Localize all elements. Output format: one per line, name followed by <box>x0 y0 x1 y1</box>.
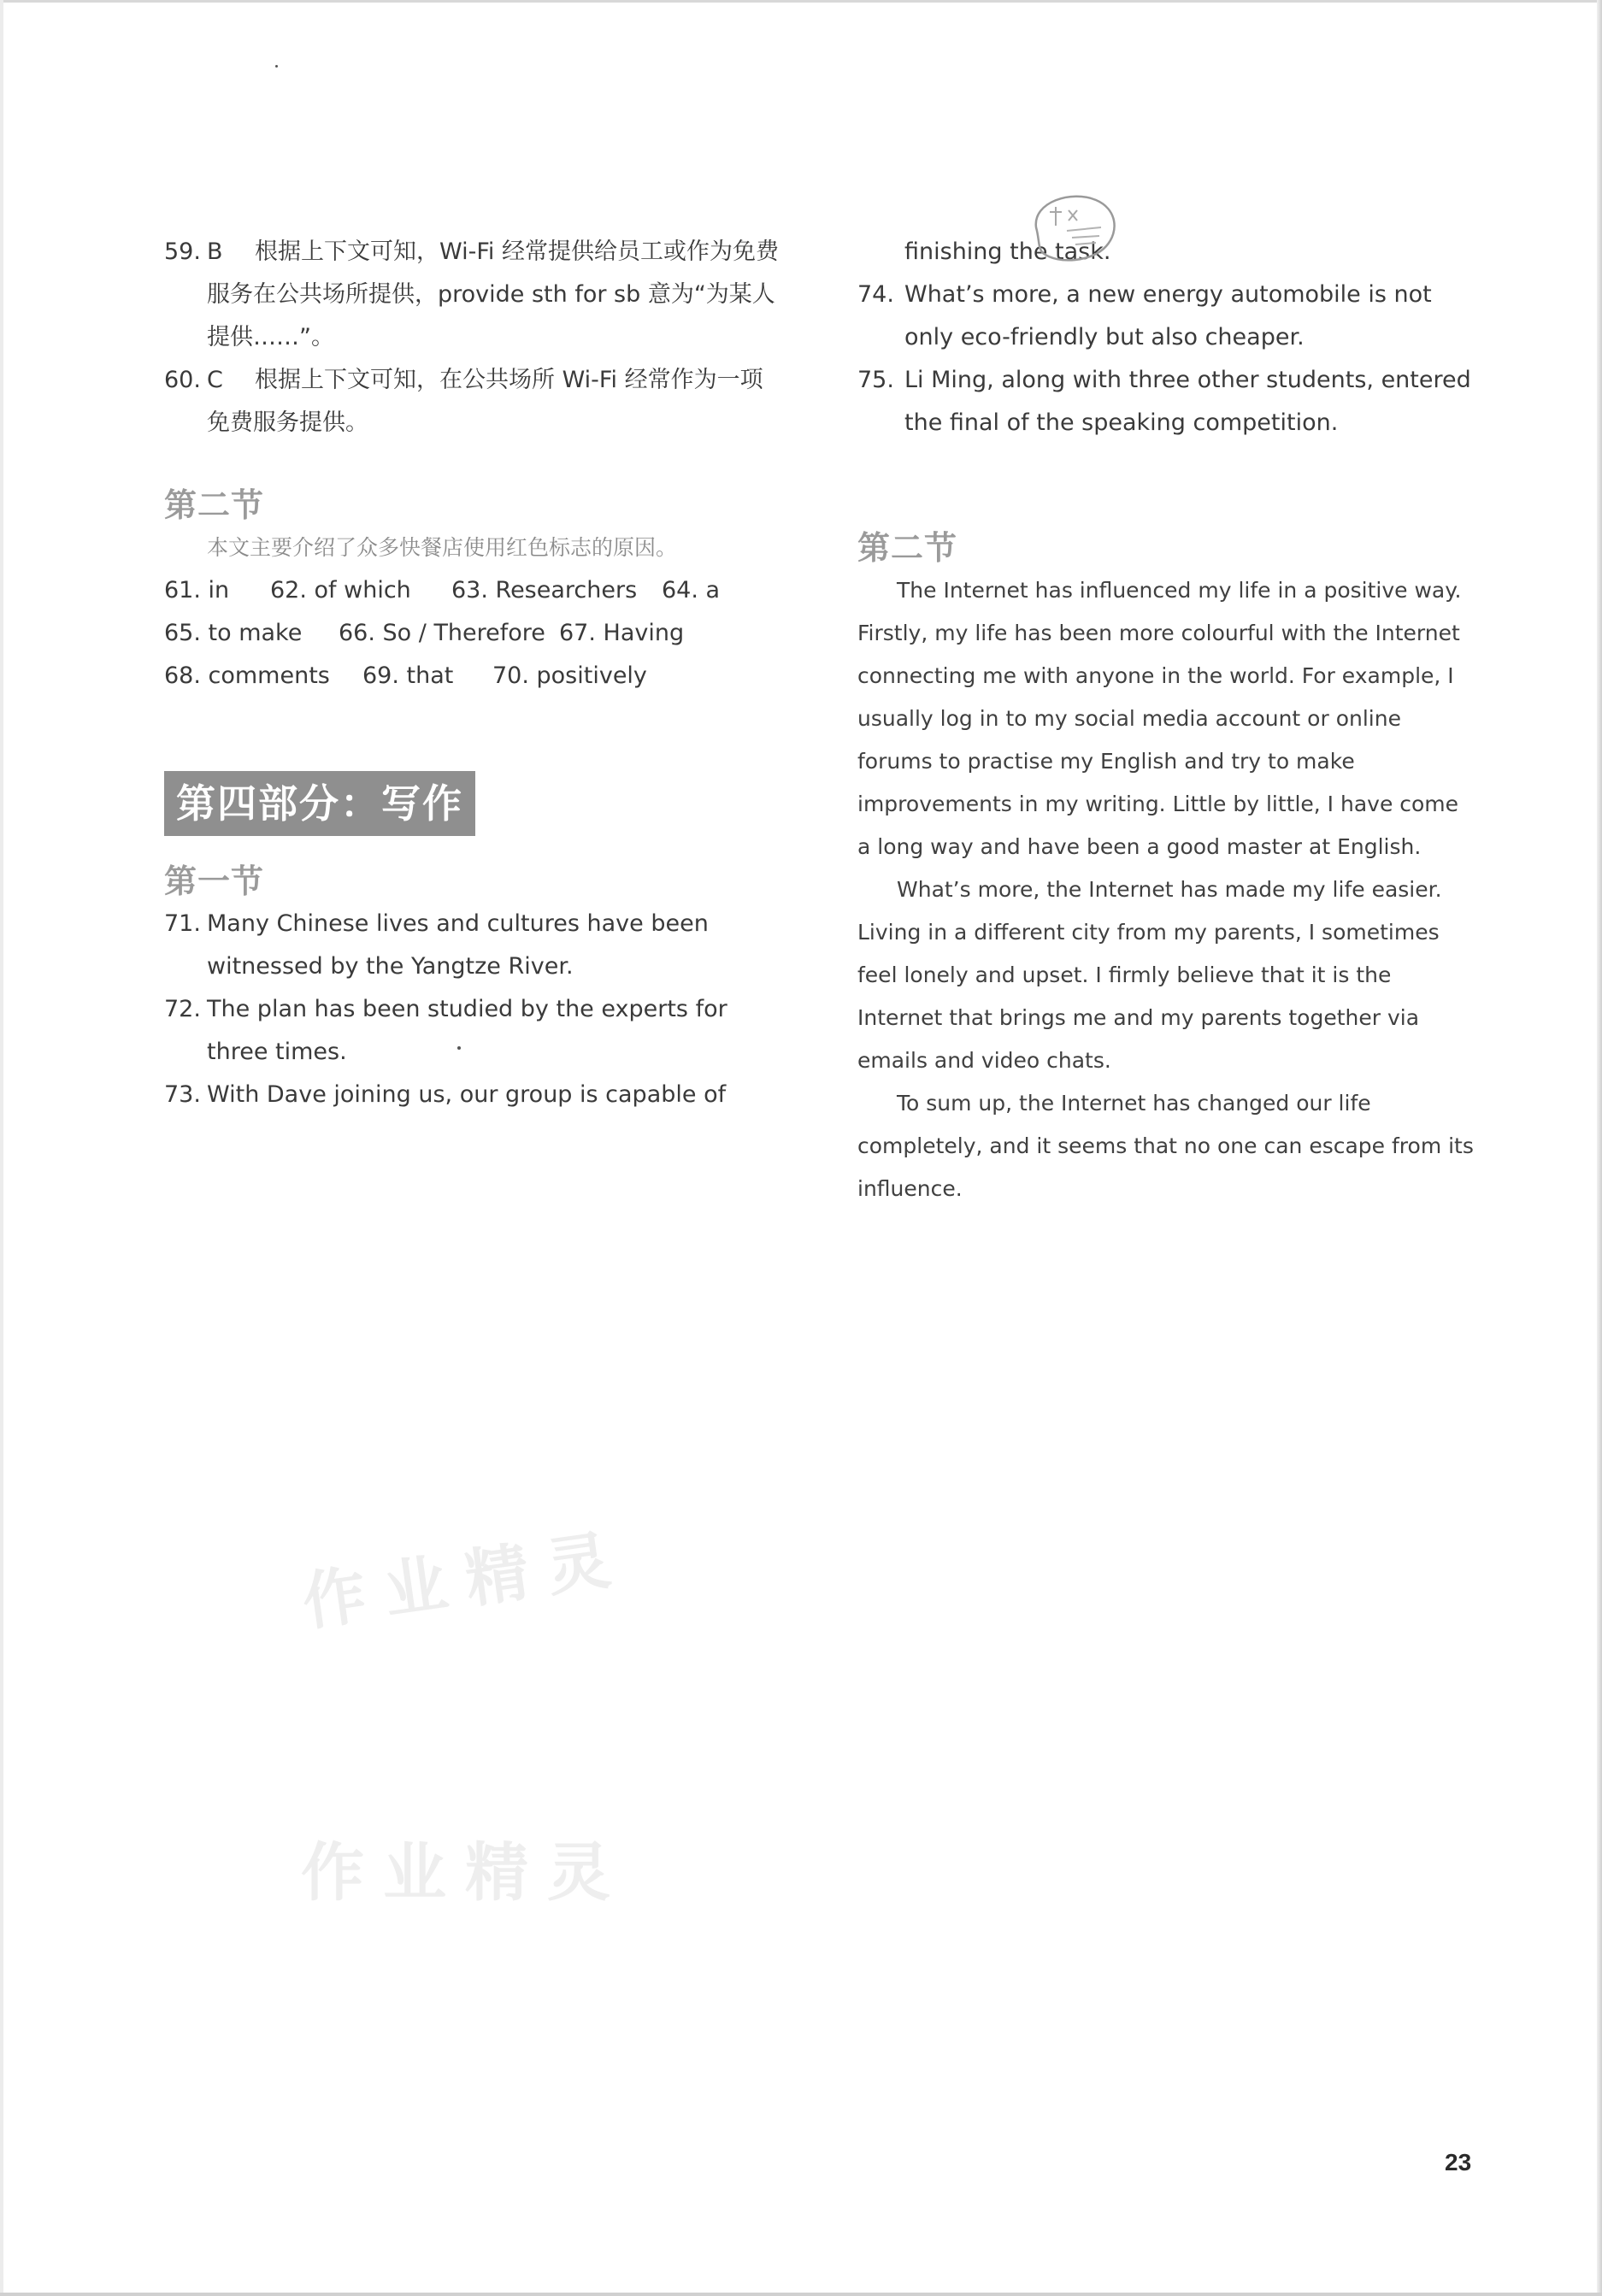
writing-sentence: finishing the task. <box>904 238 1111 265</box>
writing-number: 73. <box>164 1081 201 1108</box>
writing-item <box>857 359 1477 444</box>
answer-key: C <box>207 367 223 393</box>
answer-number: 59. <box>164 238 201 265</box>
answer-explanation: 根据上下文可知，在公共场所 Wi-Fi 经常作为一项免费服务提供。 <box>207 367 763 436</box>
blank-row <box>164 655 780 698</box>
blank-row <box>164 612 780 655</box>
left-column <box>164 231 780 1116</box>
writing-number: 75. <box>857 367 894 393</box>
blank-answer: 67. Having <box>559 620 685 646</box>
writing-number: 71. <box>164 910 201 937</box>
answer-explanation: 根据上下文可知，Wi-Fi 经常提供给员工或作为免费服务在公共场所提供，provide sth for sb 意为“为某人提供……”。 <box>207 238 779 350</box>
scan-speck <box>275 65 278 68</box>
watermark-text: 作业精灵 <box>297 1521 633 1640</box>
watermark-text: 作业精灵 <box>301 1836 629 1910</box>
blank-answer: 62. of which <box>270 577 411 603</box>
writing-list <box>164 903 780 1116</box>
page-edge-right <box>1597 0 1602 2296</box>
answer-item <box>164 359 780 444</box>
essay-paragraph: The Internet has influenced my life in a positive way. Firstly, my life has been more colourful with the Internet connecting me with anyone in the world. For example, I usually log in to my social media account or online forums to practise my English and try to make improvements in my writing. Little by little, I have come a long way and have been a good master at English. <box>857 578 1462 859</box>
blank-answer: 70. positively <box>492 662 647 689</box>
writing-sentence: What’s more, a new energy automobile is not only eco-friendly but also cheaper. <box>904 281 1432 350</box>
writing-sentence: With Dave joining us, our group is capable of <box>207 1081 727 1108</box>
blank-answers <box>164 569 780 698</box>
writing-list-continued <box>857 231 1477 444</box>
essay <box>857 569 1477 1210</box>
blank-row <box>164 569 780 612</box>
blank-answer: 61. in <box>164 577 230 603</box>
scan-speck <box>457 1046 461 1050</box>
answer-key: B <box>207 238 223 265</box>
section-heading: 第一节 <box>164 862 265 900</box>
part-banner: 第四部分：写作 <box>164 771 475 836</box>
blank-answer: 64. a <box>662 577 721 603</box>
section-heading: 第二节 <box>857 529 958 567</box>
answer-list <box>164 231 780 444</box>
writing-item <box>164 903 780 988</box>
blank-answer: 69. that <box>362 662 454 689</box>
blank-answer: 68. comments <box>164 662 330 689</box>
blank-answer: 66. So / Therefore <box>339 620 545 646</box>
page-number: 23 <box>1445 2149 1472 2175</box>
writing-continuation <box>857 231 1477 274</box>
writing-sentence: Li Ming, along with three other students, entered the final of the speaking competition. <box>904 367 1471 436</box>
writing-sentence: Many Chinese lives and cultures have been witnessed by the Yangtze River. <box>207 910 709 980</box>
writing-item <box>857 274 1477 359</box>
writing-number: 74. <box>857 281 894 308</box>
essay-paragraph: What’s more, the Internet has made my life easier. Living in a different city from my parents, I sometimes feel lonely and upset. I firmly believe that it is the Internet that brings me and my parents together via emails and video chats. <box>857 877 1442 1073</box>
writing-number: 72. <box>164 996 201 1022</box>
seal-stamp-icon <box>1024 186 1123 268</box>
blank-answer: 65. to make <box>164 620 303 646</box>
page-edge-bottom <box>0 2293 1602 2296</box>
answer-number: 60. <box>164 367 201 393</box>
writing-item <box>164 988 780 1074</box>
blank-answer: 63. Researchers <box>451 577 638 603</box>
section-summary: 本文主要介绍了众多快餐店使用红色标志的原因。 <box>207 535 678 560</box>
right-column <box>857 231 1477 1210</box>
page-edge-top <box>0 0 1602 3</box>
writing-item <box>164 1074 780 1116</box>
writing-sentence: The plan has been studied by the experts for three times. <box>207 996 727 1065</box>
essay-paragraph: To sum up, the Internet has changed our life completely, and it seems that no one can escape from its influence. <box>857 1091 1474 1201</box>
page-edge-left <box>0 0 3 2296</box>
section-heading: 第二节 <box>164 486 265 524</box>
answer-item <box>164 231 780 359</box>
